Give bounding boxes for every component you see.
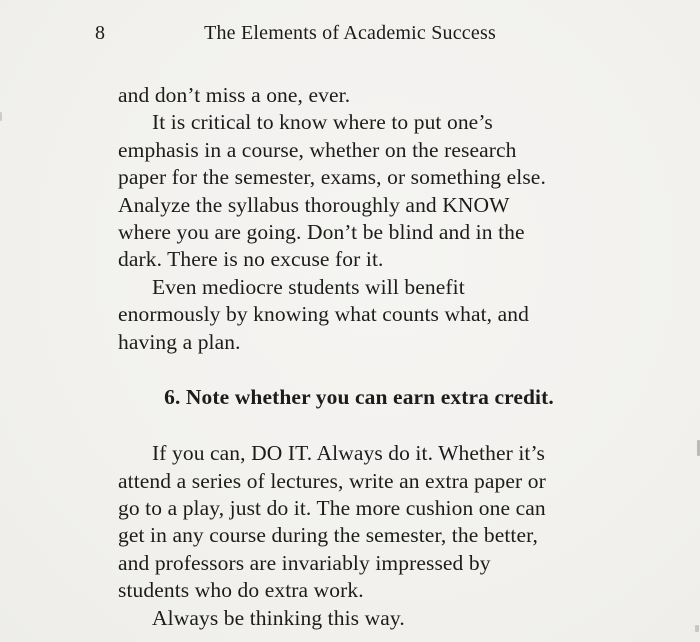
text-line: paper for the semester, exams, or something else. (118, 165, 546, 190)
scan-artifact (0, 112, 2, 121)
text-line: where you are going. Don’t be blind and in the (118, 219, 525, 244)
text-line: enormously by knowing what counts what, and (118, 302, 529, 327)
text-line: Analyze the syllabus thoroughly and KNOW (118, 192, 510, 217)
running-title: The Elements of Academic Success (204, 22, 496, 44)
text-line: and professors are invariably impressed by (118, 550, 491, 575)
page-number: 8 (95, 22, 105, 44)
section-heading: 6. Note whether you can earn extra credit. (164, 384, 554, 409)
text-line: Always be thinking this way. (152, 605, 405, 630)
text-line: go to a play, just do it. The more cushion one can (118, 496, 546, 521)
text-line: get in any course during the semester, the better, (118, 523, 538, 548)
paragraph (118, 109, 600, 273)
text-line: emphasis in a course, whether on the research (118, 137, 517, 162)
text-line: Even mediocre students will benefit (152, 274, 465, 299)
text-line: If you can, DO IT. Always do it. Whether it’s (152, 441, 546, 466)
paragraph-continuation (118, 82, 600, 109)
text-line: attend a series of lectures, write an extra paper or (118, 468, 546, 493)
text-line: and don’t miss a one, ever. (118, 83, 351, 107)
scan-artifact (695, 625, 699, 632)
text-line: having a plan. (118, 329, 241, 354)
text-line: It is critical to know where to put one’s (152, 110, 493, 135)
text-column (118, 82, 600, 632)
paragraph (118, 274, 600, 356)
paragraph (118, 605, 600, 632)
paragraph (118, 440, 600, 604)
text-line: dark. There is no excuse for it. (118, 247, 384, 272)
page-header (0, 21, 700, 45)
text-line: students who do extra work. (118, 578, 364, 603)
